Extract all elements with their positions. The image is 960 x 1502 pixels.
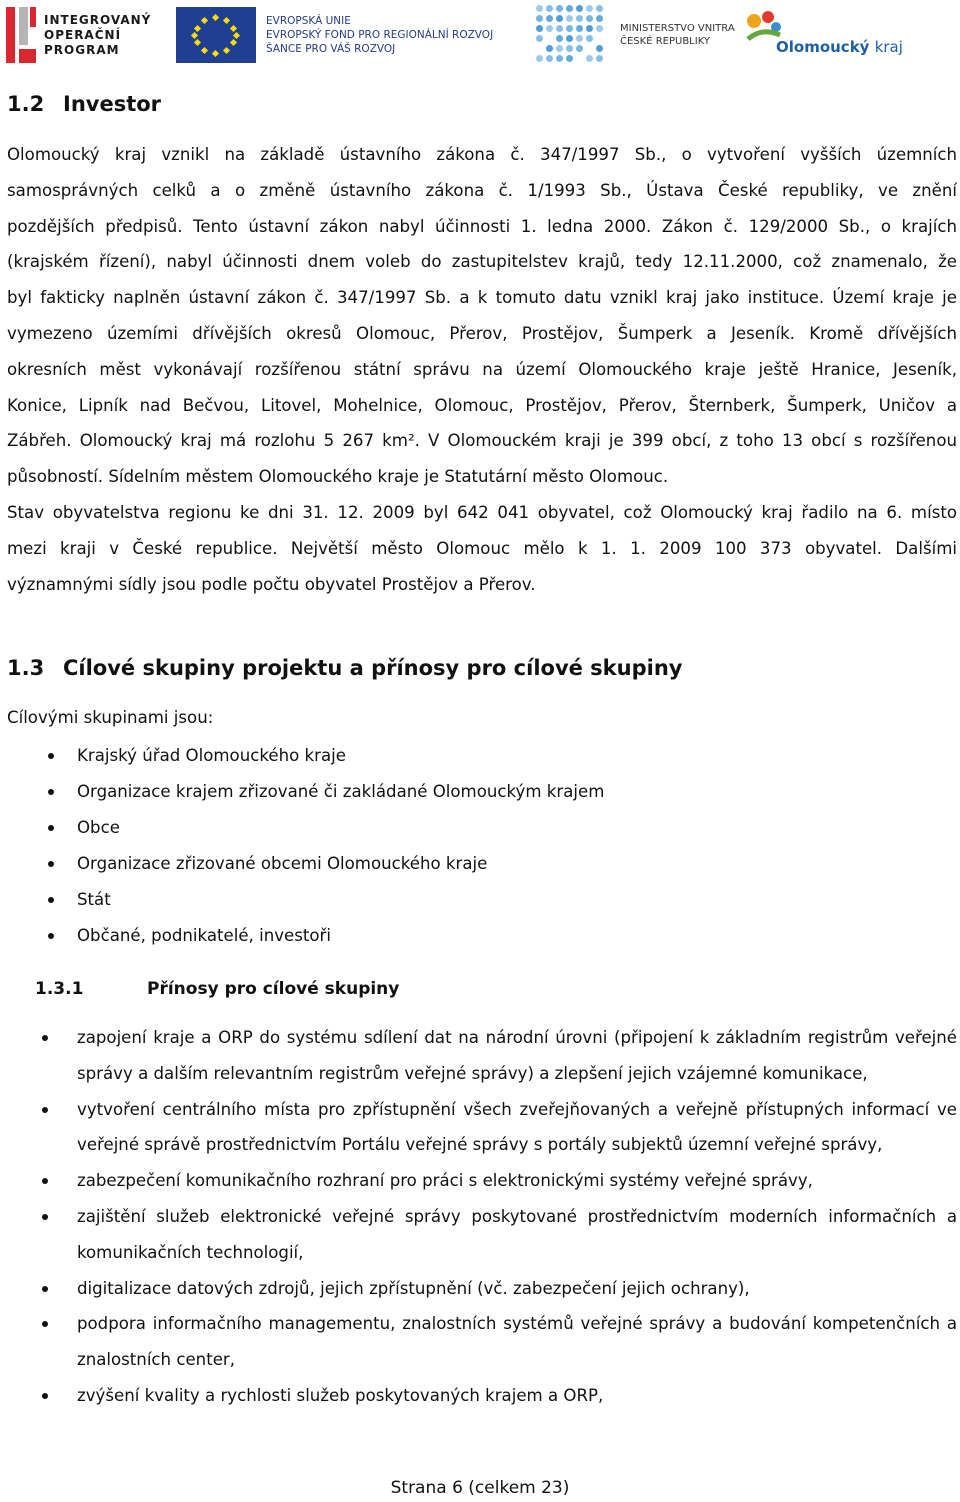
para-line: pozdějších předpisů. Tento ústavní zákon nabyl účinnosti 1. ledna 2000. Zákon č. 129/2000 Sb., o krajích [7, 216, 957, 236]
list-item: Obce [77, 810, 604, 846]
target-groups-list [77, 738, 604, 954]
ok-light: kraj [874, 38, 903, 56]
list-item: Organizace krajem zřizované či zakládané Olomouckým krajem [77, 774, 604, 810]
benefit-item: podpora informačního managementu, znalostních systémů veřejné správy a budování kompetenčních a znalostních center, [0, 1306, 957, 1378]
investor-paragraph [7, 137, 957, 602]
para-line: vymezeno územími dřívějších okresů Olomouc, Přerov, Prostějov, Šumperk a Jeseník. Kromě dřívějších [7, 323, 957, 343]
eu-line-3: ŠANCE PRO VÁŠ ROZVOJ [266, 43, 396, 55]
iop-logo [6, 6, 151, 64]
olomoucky-kraj-logo [744, 8, 903, 60]
heading-1-3-1-title: Přínosy pro cílové skupiny [147, 979, 400, 999]
eu-line-1: EVROPSKÁ UNIE [266, 15, 351, 27]
heading-1-2-number: 1.2 [7, 92, 45, 116]
para-line: významnými sídly jsou podle počtu obyvatel Prostějov a Přerov. [7, 574, 536, 594]
benefit-item: digitalizace datových zdrojů, jejich zpřístupnění (vč. zabezpečení jejich ochrany), [0, 1271, 957, 1307]
para-line: působností. Sídelním městem Olomouckého kraje je Statutární město Olomouc. [7, 467, 669, 487]
para-line: byl fakticky naplněn ústavní zákon č. 347/1997 Sb. a k tomuto datu vznikl kraj jako instituce. Území kraje je [7, 288, 957, 308]
heading-1-3-title: Cílové skupiny projektu a přínosy pro cílové skupiny [63, 656, 683, 680]
benefits-list [0, 1020, 960, 1414]
eu-logo [176, 6, 493, 64]
benefit-item: vytvoření centrálního místa pro zpřístupnění všech zveřejňovaných a veřejně přístupných informací ve veřejné správě prostřednictvím Portálu veřejné správy s portály subjektů územní veřejné správy, [0, 1092, 957, 1164]
mv-line-1: MINISTERSTVO VNITRA [620, 23, 735, 34]
ministry-dots-icon [536, 5, 612, 65]
iop-mark-icon [6, 7, 36, 63]
heading-1-3-1-number: 1.3.1 [35, 979, 84, 999]
benefit-item: zvýšení kvality a rychlosti služeb poskytovaných krajem a ORP, [0, 1378, 957, 1414]
para-line: Zábřeh. Olomoucký kraj má rozlohu 5 267 km². V Olomouckém kraji je 399 obcí, z toho 13 obcí s rozšířenou [7, 431, 957, 451]
mv-line-2: ČESKÉ REPUBLIKY [620, 36, 711, 47]
heading-1-3 [7, 656, 682, 680]
page-footer: Strana 6 (celkem 23) [390, 1478, 570, 1498]
list-item: Organizace zřizované obcemi Olomouckého kraje [77, 846, 604, 882]
eu-line-2: EVROPSKÝ FOND PRO REGIONÁLNÍ ROZVOJ [266, 29, 494, 41]
list-item: Stát [77, 882, 604, 918]
ministry-logo [536, 4, 735, 66]
benefit-item: zapojení kraje a ORP do systému sdílení dat na národní úrovni (připojení k základním registrům veřejné správy a dalším relevantním registrům veřejné správy) a zlepšení jejich vzájemné komunikace, [0, 1020, 957, 1092]
list-item: Krajský úřad Olomouckého kraje [77, 738, 604, 774]
heading-1-3-number: 1.3 [7, 656, 45, 680]
para-line: mezi kraji v České republice. Největší město Olomouc mělo k 1. 1. 2009 100 373 obyvatel. Dalšími [7, 538, 957, 558]
target-groups-intro: Cílovými skupinami jsou: [7, 708, 214, 727]
iop-line-1: INTEGROVANÝ [44, 12, 152, 27]
para-line: (krajském řízení), nabyl účinnosti dnem voleb do zastupitelstev krajů, tedy 12.11.2000, což znamenalo, že [7, 252, 957, 272]
heading-1-3-1 [35, 979, 399, 999]
ok-bold: Olomoucký [776, 38, 870, 56]
olomoucky-kraj-mark-icon [744, 9, 780, 49]
heading-1-2 [7, 92, 161, 116]
benefit-item: zabezpečení komunikačního rozhraní pro práci s elektronickými systémy veřejné správy, [0, 1163, 957, 1199]
para-line: okresních měst vykonávají rozšířenou státní správu na území Olomouckého kraje ještě Hranice, Jeseník, [7, 359, 957, 379]
olomoucky-kraj-wordmark [776, 38, 903, 56]
iop-line-2: OPERAČNÍ [44, 27, 122, 42]
iop-line-3: PROGRAM [44, 42, 120, 57]
eu-flag-icon [176, 7, 256, 63]
list-item: Občané, podnikatelé, investoři [77, 918, 604, 954]
heading-1-2-title: Investor [63, 92, 162, 116]
logo-bar [0, 0, 960, 70]
para-line: Stav obyvatelstva regionu ke dni 31. 12. 2009 byl 642 041 obyvatel, což Olomoucký kraj řadilo na 6. místo [7, 502, 957, 522]
para-line: Olomoucký kraj vznikl na základě ústavního zákona č. 347/1997 Sb., o vytvoření vyšších územních [7, 145, 957, 164]
para-line: samosprávných celků a o změně ústavního zákona č. 1/1993 Sb., Ústava České republiky, ve znění [7, 180, 957, 200]
para-line: Konice, Lipník nad Bečvou, Litovel, Mohelnice, Olomouc, Prostějov, Přerov, Šternberk, Šumperk, Uničov a [7, 395, 957, 415]
benefit-item: zajištění služeb elektronické veřejné správy poskytované prostřednictvím moderních informačních a komunikačních technologií, [0, 1199, 957, 1271]
